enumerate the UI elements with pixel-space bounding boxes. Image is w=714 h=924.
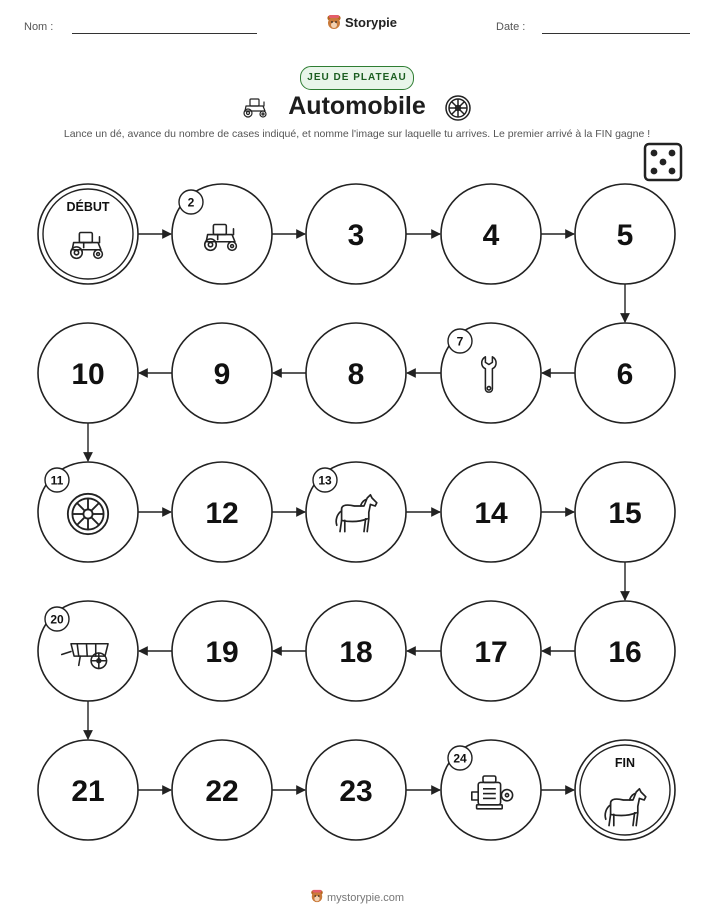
- board-cell-5[interactable]: [575, 184, 675, 284]
- date-label: Date :: [496, 21, 526, 33]
- board-cell-17[interactable]: [441, 601, 541, 701]
- cell-number: 22: [205, 775, 239, 808]
- cell-number-badge-text: 11: [50, 473, 64, 488]
- cell-number: 8: [347, 358, 365, 391]
- cell-number-badge-text: 13: [318, 473, 332, 488]
- cell-number: 4: [482, 219, 500, 252]
- cell-number: 23: [339, 775, 373, 808]
- board-cell-14[interactable]: [441, 462, 541, 562]
- board-cell-18[interactable]: [306, 601, 406, 701]
- board-cell-12[interactable]: [172, 462, 272, 562]
- cell-circle: [575, 740, 675, 840]
- cell-number: 12: [205, 497, 239, 530]
- board-cell-24[interactable]: [441, 740, 541, 840]
- board-cell-11[interactable]: [38, 462, 138, 562]
- footer-url: mystorypie.com: [327, 892, 405, 904]
- brand-name: Storypie: [345, 14, 398, 30]
- cell-number: 6: [616, 358, 634, 391]
- page-title: Automobile: [288, 92, 426, 120]
- cell-number: 9: [213, 358, 231, 391]
- end-label: FIN: [614, 756, 636, 770]
- cell-number-badge-text: 24: [453, 751, 467, 766]
- cell-number-badge-text: 7: [456, 334, 464, 349]
- board-cell-21[interactable]: [38, 740, 138, 840]
- board-cells: [38, 184, 675, 840]
- board-cell-25[interactable]: [575, 740, 675, 840]
- cell-number: 21: [71, 775, 105, 808]
- footer: [0, 889, 714, 904]
- game-type-badge: JEU DE PLATEAU: [300, 66, 414, 90]
- cell-number: 10: [71, 358, 105, 391]
- board-cell-19[interactable]: [172, 601, 272, 701]
- cell-number: 19: [205, 636, 239, 669]
- die-icon: [645, 144, 681, 180]
- cell-number: 14: [474, 497, 508, 530]
- bear-logo-icon: [310, 889, 324, 903]
- cell-number: 3: [347, 219, 365, 252]
- board-cell-16[interactable]: [575, 601, 675, 701]
- board-cell-9[interactable]: [172, 323, 272, 423]
- cell-number-badge-text: 2: [187, 195, 195, 210]
- board-cell-10[interactable]: [38, 323, 138, 423]
- board-cell-13[interactable]: [306, 462, 406, 562]
- cell-number: 16: [608, 636, 642, 669]
- board-cell-8[interactable]: [306, 323, 406, 423]
- board-cell-6[interactable]: [575, 323, 675, 423]
- board-cell-7[interactable]: [441, 323, 541, 423]
- cell-circle: [38, 184, 138, 284]
- cell-number: 5: [616, 219, 634, 252]
- board-cell-23[interactable]: [306, 740, 406, 840]
- board-cell-4[interactable]: [441, 184, 541, 284]
- cell-number: 18: [339, 636, 373, 669]
- cell-number: 15: [608, 497, 642, 530]
- board-cell-2[interactable]: [172, 184, 272, 284]
- board-cell-1[interactable]: [38, 184, 138, 284]
- board-cell-22[interactable]: [172, 740, 272, 840]
- start-label: DÉBUT: [66, 200, 110, 214]
- cell-number: 17: [474, 636, 508, 669]
- board-cell-3[interactable]: [306, 184, 406, 284]
- board-cell-15[interactable]: [575, 462, 675, 562]
- cell-number-badge-text: 20: [50, 612, 64, 627]
- name-label: Nom :: [24, 21, 54, 33]
- board-cell-20[interactable]: [38, 601, 138, 701]
- instructions: Lance un dé, avance du nombre de cases indiqué, et nomme l'image sur laquelle tu arrives. Le premier arrivé à la FIN gagne !: [63, 128, 651, 140]
